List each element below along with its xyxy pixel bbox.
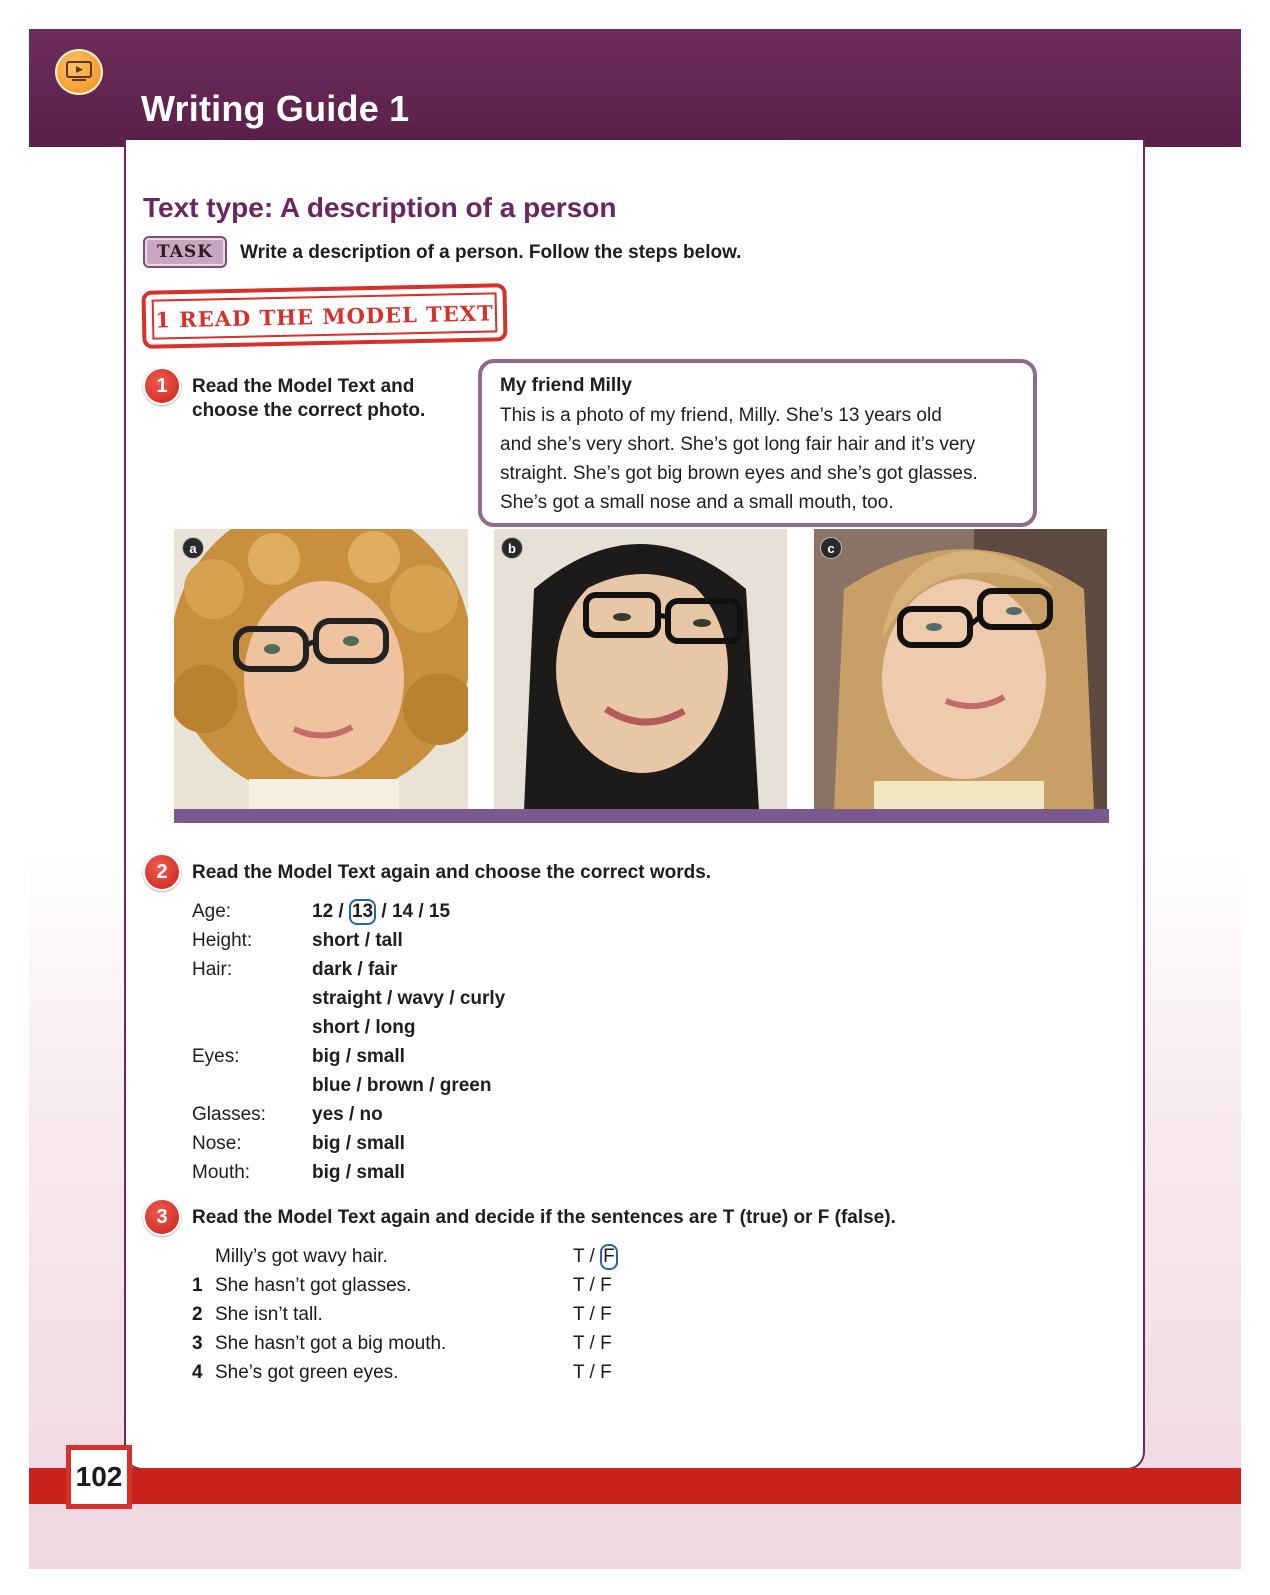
- exercise-2-number: 2: [143, 853, 181, 891]
- photo-b[interactable]: [494, 529, 787, 810]
- exercise-3-instruction: Read the Model Text again and decide if the sentences are T (true) or F (false).: [192, 1207, 896, 1228]
- row-label: Hair:: [192, 959, 233, 980]
- exercise-2-instruction: Read the Model Text again and choose the correct words.: [192, 862, 712, 883]
- photo-strip: [174, 809, 1109, 823]
- row-options[interactable]: short / long: [312, 1017, 416, 1038]
- sentence: She hasn’t got glasses.: [215, 1275, 412, 1296]
- circled-answer[interactable]: 13: [349, 899, 376, 925]
- sentence: She isn’t tall.: [215, 1304, 323, 1325]
- row-label: Eyes:: [192, 1046, 240, 1067]
- row-options[interactable]: straight / wavy / curly: [312, 988, 506, 1009]
- item-number: 1: [192, 1275, 203, 1296]
- row-options: [312, 897, 450, 926]
- model-text-line: and she’s very short. She’s got long fair hair and it’s very: [500, 434, 976, 455]
- tf-options[interactable]: T / F: [573, 1275, 612, 1296]
- photo-c[interactable]: [814, 529, 1107, 810]
- model-text-line: straight. She’s got big brown eyes and she’s got glasses.: [500, 463, 978, 484]
- tf-options[interactable]: T / F: [573, 1362, 612, 1383]
- option-text[interactable]: 12 /: [312, 901, 344, 922]
- row-options[interactable]: big / small: [312, 1133, 405, 1154]
- page-title: Writing Guide 1: [141, 88, 410, 129]
- media-player-icon[interactable]: [55, 49, 103, 95]
- exercise-3-number: 3: [143, 1198, 181, 1236]
- model-text-box: [478, 359, 1037, 527]
- photo-b-label: b: [501, 537, 523, 559]
- model-text-title: My friend Milly: [500, 375, 632, 396]
- sentence: She hasn’t got a big mouth.: [215, 1333, 447, 1354]
- exercise-1-instruction-line2: choose the correct photo.: [192, 400, 426, 421]
- exercise-2-list: [192, 897, 692, 1197]
- row-options[interactable]: yes / no: [312, 1104, 383, 1125]
- row-label: Age:: [192, 901, 232, 922]
- model-text-line: She’s got a small nose and a small mouth, too.: [500, 492, 894, 513]
- photo-c-label: c: [820, 537, 842, 559]
- task-text: Write a description of a person. Follow the steps below.: [240, 242, 742, 263]
- row-label: Height:: [192, 930, 253, 951]
- footer-band: [29, 1468, 1241, 1504]
- option-text[interactable]: T /: [573, 1246, 595, 1267]
- model-text-body: [500, 401, 1015, 517]
- item-number: 3: [192, 1333, 203, 1354]
- row-options[interactable]: big / small: [312, 1046, 405, 1067]
- row-label: Glasses:: [192, 1104, 266, 1125]
- row-options[interactable]: big / small: [312, 1162, 405, 1183]
- row-options[interactable]: dark / fair: [312, 959, 398, 980]
- photo-a-label: a: [182, 537, 204, 559]
- row-options[interactable]: short / tall: [312, 930, 403, 951]
- tf-options[interactable]: T / F: [573, 1304, 612, 1325]
- exercise-3-list: [192, 1242, 692, 1392]
- exercise-1-instruction-line1: Read the Model Text and: [192, 376, 415, 397]
- sentence: Milly’s got wavy hair.: [215, 1246, 388, 1267]
- item-number: 2: [192, 1304, 203, 1325]
- page-number: 102: [66, 1445, 132, 1509]
- circled-answer[interactable]: F: [600, 1244, 618, 1270]
- section-stamp-label: 1 READ THE MODEL TEXT: [152, 292, 498, 339]
- option-text[interactable]: / 14 / 15: [381, 901, 451, 922]
- model-text-line: This is a photo of my friend, Milly. She’s 13 years old: [500, 405, 942, 426]
- sentence: She’s got green eyes.: [215, 1362, 399, 1383]
- tf-options: [573, 1242, 618, 1271]
- task-badge: TASK: [143, 236, 227, 268]
- section-stamp: [141, 283, 507, 349]
- text-type-heading: Text type: A description of a person: [143, 192, 617, 223]
- photo-a[interactable]: [174, 529, 468, 810]
- exercise-1-number: 1: [143, 367, 181, 405]
- row-options[interactable]: blue / brown / green: [312, 1075, 492, 1096]
- item-number: 4: [192, 1362, 203, 1383]
- row-label: Mouth:: [192, 1162, 251, 1183]
- row-label: Nose:: [192, 1133, 242, 1154]
- tf-options[interactable]: T / F: [573, 1333, 612, 1354]
